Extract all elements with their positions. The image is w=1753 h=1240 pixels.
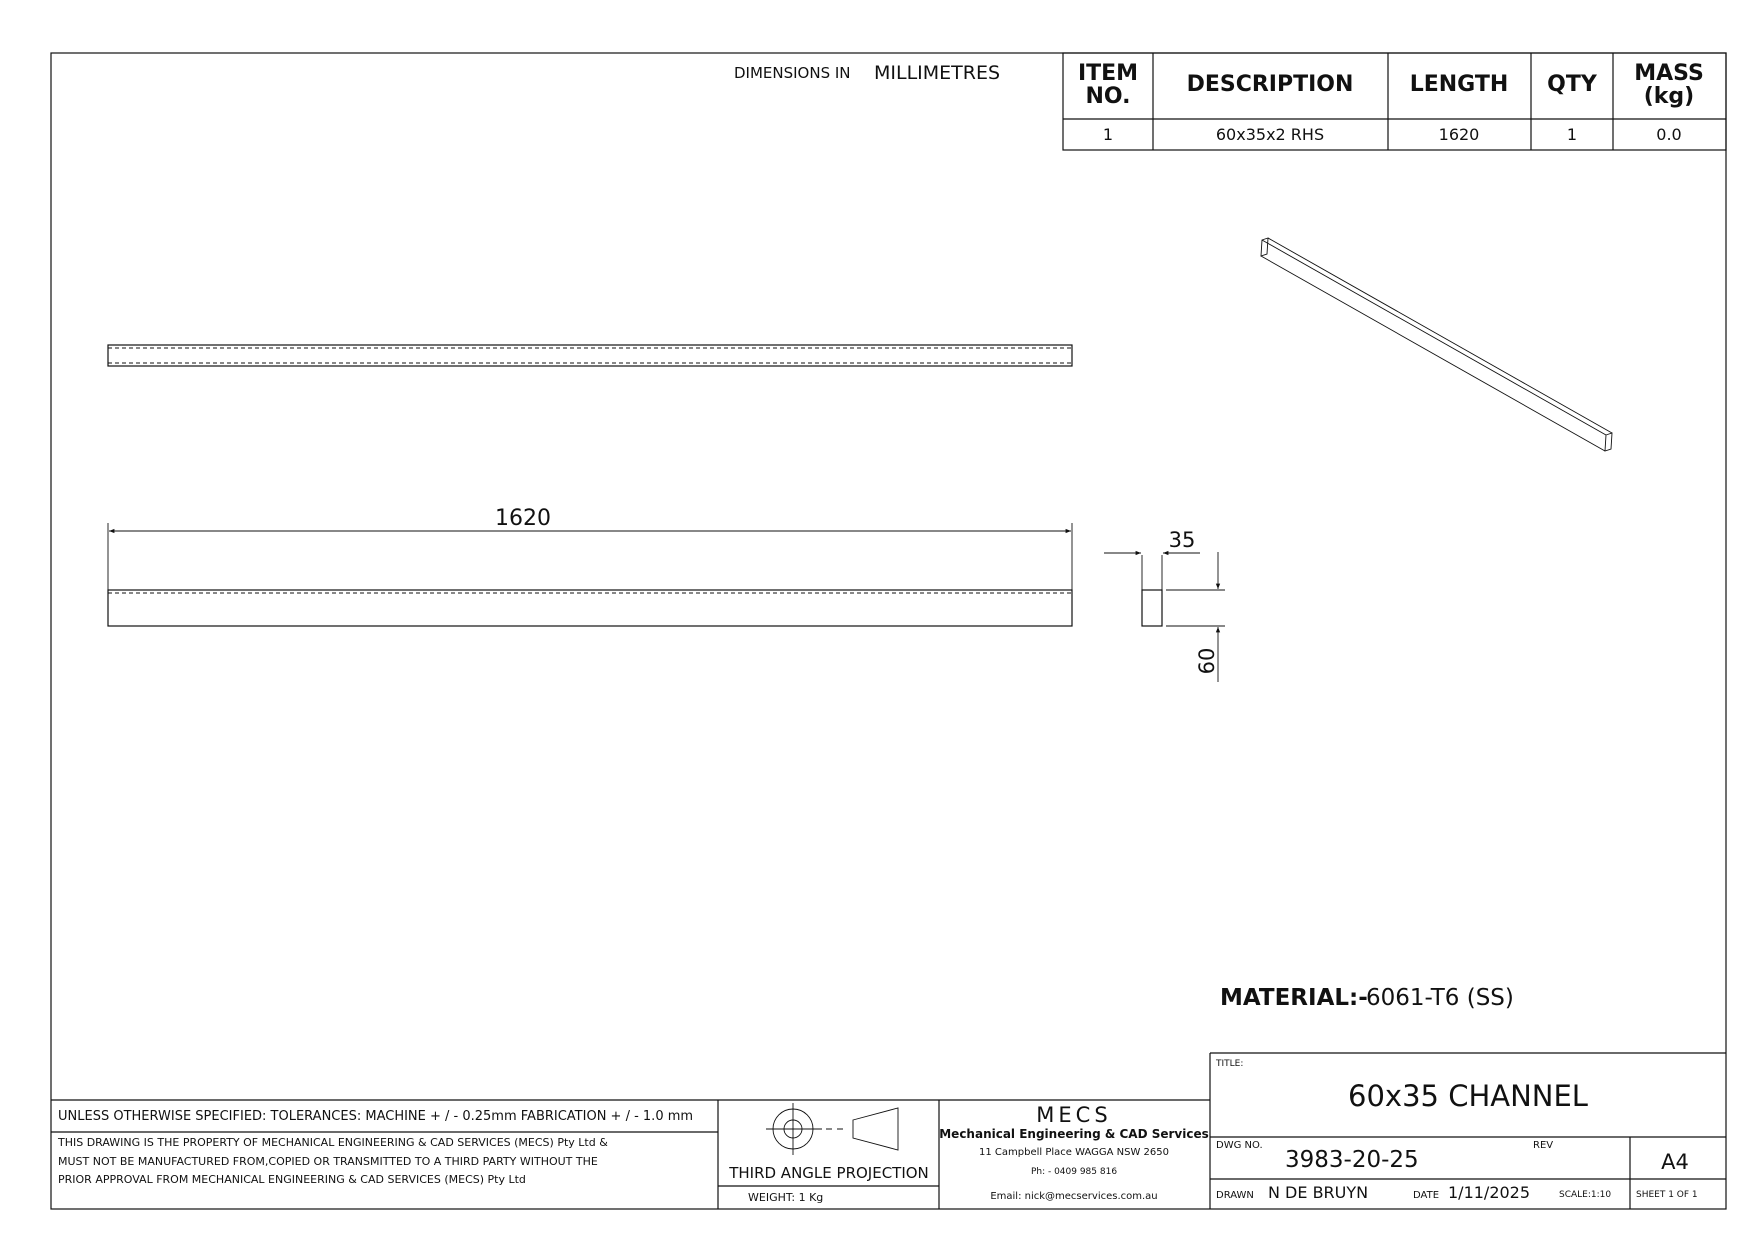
bom-header-item-no: NO. [1085,84,1131,109]
dwg-no-label: DWG NO. [1216,1140,1263,1151]
bom-row-description: 60x35x2 RHS [1215,125,1325,144]
company-phone: Ph: - 0409 985 816 [1030,1167,1118,1177]
rev-label: REV [1533,1140,1554,1151]
drawing-title: 60x35 CHANNEL [1348,1079,1588,1113]
dimensions-unit: MILLIMETRES [874,62,1001,84]
company-logo: MECS [1036,1103,1112,1127]
date-value: 1/11/2025 [1448,1183,1531,1202]
sheet-size: A4 [1661,1150,1689,1174]
bom-header-description: DESCRIPTION [1186,72,1354,97]
height-dimension-value: 60 [1195,647,1219,675]
length-dimension-value: 1620 [495,506,551,531]
bom-header-length: LENGTH [1409,72,1509,97]
drawn-by-value: N DE BRUYN [1268,1183,1369,1202]
bom-header-item: ITEM [1077,61,1139,86]
drawn-label: DRAWN [1216,1190,1254,1201]
sheet-number: SHEET 1 OF 1 [1636,1190,1698,1200]
sheet-border [51,53,1726,1209]
scale-value: SCALE:1:10 [1559,1190,1612,1200]
bom-row-length: 1620 [1438,125,1480,144]
projection-label: THIRD ANGLE PROJECTION [729,1164,929,1182]
property-note-line3: PRIOR APPROVAL FROM MECHANICAL ENGINEERING & CAD SERVICES (MECS) Pty Ltd [58,1173,526,1186]
property-note-line1: THIS DRAWING IS THE PROPERTY OF MECHANICAL ENGINEERING & CAD SERVICES (MECS) Pty Ltd & [58,1136,608,1149]
dwg-no-value: 3983-20-25 [1285,1147,1419,1173]
company-email: Email: nick@mecservices.com.au [990,1191,1158,1202]
bom-header-qty: QTY [1547,72,1597,97]
bom-header-mass: MASS [1634,61,1704,86]
bom-table [1063,53,1726,150]
front-view [108,506,1072,626]
isometric-view [1261,238,1612,451]
material-value: 6061-T6 (SS) [1366,985,1514,1011]
company-name: Mechanical Engineering & CAD Services [939,1127,1209,1141]
top-view [108,345,1072,366]
title-label: TITLE: [1216,1059,1244,1069]
bom-header-mass-unit: (kg) [1643,84,1695,109]
bom-row-mass: 0.0 [1656,125,1682,144]
tolerances-note: UNLESS OTHERWISE SPECIFIED: TOLERANCES: MACHINE + / - 0.25mm FABRICATION + / - 1.0 mm [58,1109,694,1124]
bom-row-item: 1 [1102,125,1114,144]
property-note-line2: MUST NOT BE MANUFACTURED FROM,COPIED OR TRANSMITTED TO A THIRD PARTY WITHOUT THE [58,1155,598,1168]
date-label: DATE [1413,1190,1440,1201]
company-address: 11 Campbell Place WAGGA NSW 2650 [979,1147,1169,1158]
section-view [1104,528,1225,682]
title-block [51,1053,1726,1209]
dimensions-label: DIMENSIONS IN [734,64,851,82]
material-label: MATERIAL:- [1220,985,1368,1011]
width-dimension-value: 35 [1168,528,1196,552]
third-angle-projection-symbol [766,1103,898,1155]
bom-row-qty: 1 [1566,125,1578,144]
weight-label: WEIGHT: 1 Kg [748,1191,824,1204]
